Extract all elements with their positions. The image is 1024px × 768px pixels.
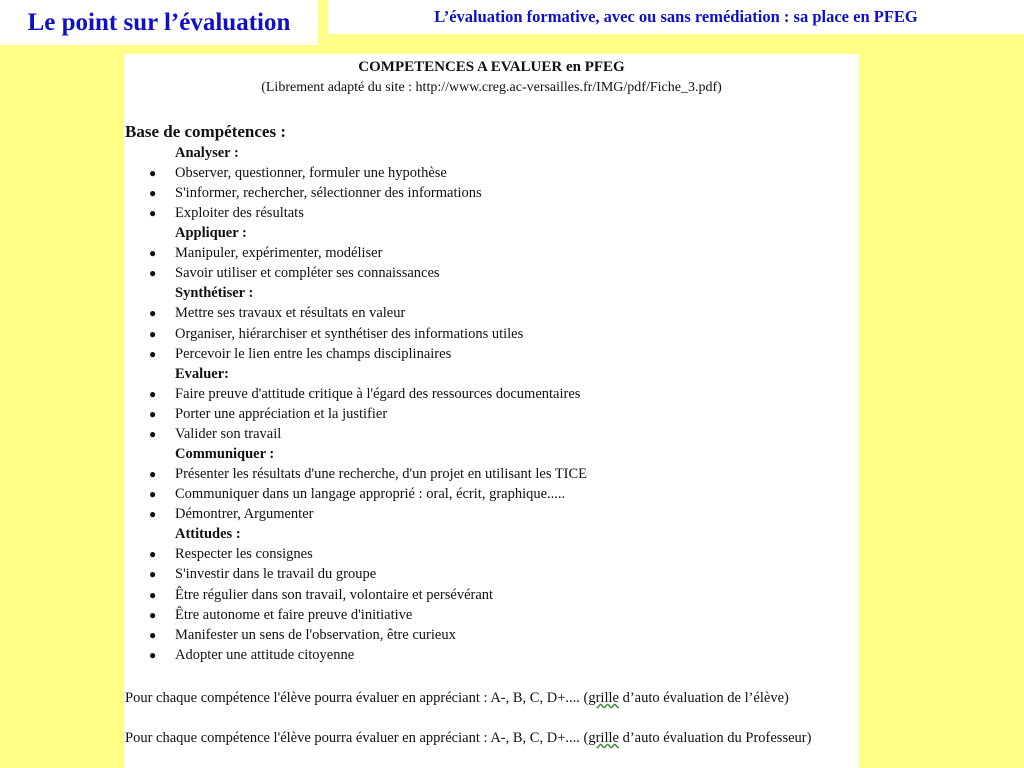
list-item [124,324,859,344]
list-item-text: Adopter une attitude citoyenne [175,646,355,663]
list-item-text: Porter une appréciation et la justifier [175,405,388,422]
list-item-text: Organiser, hiérarchiser et synthétiser des informations utiles [175,325,524,342]
list-item-text: Observer, questionner, formuler une hypothèse [175,165,447,181]
note-eleve [125,688,858,708]
note-professeur [125,728,858,748]
note-eleve-underlined-word: grille [588,690,619,706]
section-heading: Synthétiser : [175,285,254,302]
list-item-text: Manipuler, expérimenter, modéliser [175,245,383,262]
section-heading: Evaluer: [175,365,229,382]
list-item [124,303,859,323]
document-source: (Librement adapté du site : http://www.creg.ac-versailles.fr/IMG/pdf/Fiche_3.pdf) [261,80,722,95]
bullet-icon: ● [149,266,157,281]
bullet-icon: ● [149,587,157,602]
note-professeur-underlined-word: grille [588,730,619,746]
list-item-text: Être régulier dans son travail, volontaire et persévérant [175,586,494,603]
base-competences-heading: Base de compétences : [125,122,286,141]
list-item [124,424,859,444]
section-heading: Attitudes : [175,526,241,543]
list-item [124,163,859,183]
list-item [124,484,859,504]
bullet-icon: ● [149,647,157,662]
bullet-icon: ● [149,547,157,562]
note-professeur-text-start: Pour chaque compétence l'élève pourra évaluer en appréciant : A-, B, C, D+.... ( [125,730,589,746]
slide-subtitle-box [328,0,1024,34]
list-item [124,564,859,584]
list-item [124,263,859,283]
bullet-icon: ● [149,246,157,261]
list-item-text: Mettre ses travaux et résultats en valeur [175,305,406,322]
slide-title: Le point sur l’évaluation [27,8,291,36]
list-item-text: Exploiter des résultats [175,205,304,222]
note-professeur-text-end: d’auto évaluation du Professeur) [618,730,812,746]
bullet-icon: ● [149,487,157,502]
list-item [124,464,859,484]
bullet-icon: ● [149,166,157,180]
document-page [124,54,859,768]
bullet-icon: ● [149,186,157,201]
list-item-text: Communiquer dans un langage approprié : oral, écrit, graphique..... [175,486,566,503]
note-eleve-text-start: Pour chaque compétence l'élève pourra évaluer en appréciant : A-, B, C, D+.... ( [125,690,589,706]
bullet-icon: ● [149,206,157,221]
bullet-icon: ● [149,386,157,401]
list-item [124,404,859,424]
bullet-icon: ● [149,326,157,341]
list-item [124,243,859,263]
bullet-icon: ● [149,567,157,582]
competence-sections [124,143,859,665]
list-item-text: Présenter les résultats d'une recherche, d'un projet en utilisant les TICE [175,466,588,483]
list-item-text: Être autonome et faire preuve d'initiative [175,606,413,623]
note-eleve-text-end: d’auto évaluation de l’élève) [618,690,789,706]
bullet-icon: ● [149,607,157,622]
list-item [124,605,859,625]
list-item-text: S'informer, rechercher, sélectionner des informations [175,185,482,202]
list-item-text: Savoir utiliser et compléter ses connaissances [175,265,440,282]
bullet-icon: ● [149,346,157,361]
section-heading: Communiquer : [175,446,275,463]
bullet-icon: ● [149,406,157,421]
list-item-text: Valider son travail [175,425,282,442]
section-heading: Appliquer : [175,225,247,242]
slide-title-box [0,0,318,45]
bullet-icon: ● [149,467,157,482]
list-item-text: Manifester un sens de l'observation, être curieux [175,626,456,643]
list-item [124,344,859,364]
bullet-icon: ● [149,306,157,321]
list-item-text: Faire preuve d'attitude critique à l'égard des ressources documentaires [175,385,581,402]
section-heading: Analyser : [175,145,239,161]
list-item-text: Démontrer, Argumenter [175,506,314,523]
list-item [124,183,859,203]
document-title: COMPETENCES A EVALUER en PFEG [358,59,625,75]
list-item-text: Respecter les consignes [175,546,313,563]
list-item [124,504,859,524]
bullet-icon: ● [149,507,157,522]
list-item [124,625,859,645]
list-item-text: S'investir dans le travail du groupe [175,566,377,583]
list-item [124,585,859,605]
bullet-icon: ● [149,627,157,642]
slide-subtitle: L’évaluation formative, avec ou sans remédiation : sa place en PFEG [434,7,918,26]
list-item [124,384,859,404]
list-item [124,544,859,564]
list-item [124,203,859,223]
list-item [124,645,859,665]
list-item-text: Percevoir le lien entre les champs disciplinaires [175,345,452,362]
bullet-icon: ● [149,426,157,441]
